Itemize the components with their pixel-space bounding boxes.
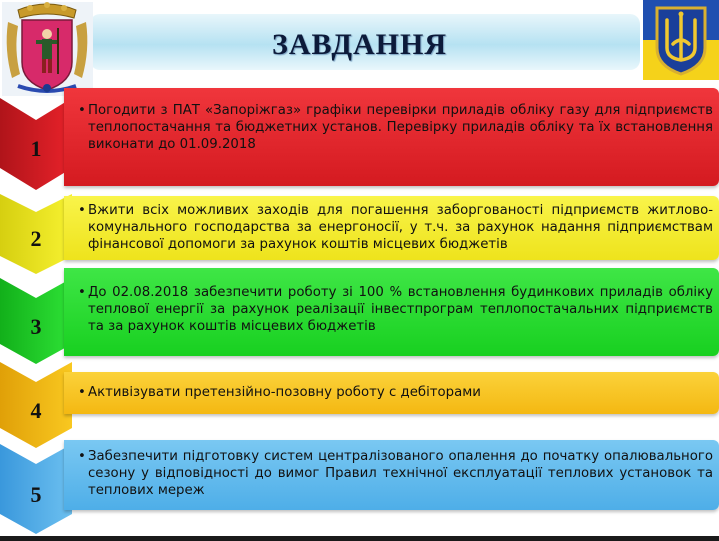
zaporizhzhia-coat-of-arms-icon bbox=[0, 0, 95, 98]
task-number-1: 1 bbox=[30, 136, 42, 161]
task-text-4: Активізувати претензійно-позовну роботу с дебіторами bbox=[88, 385, 481, 400]
task-chevron-4 bbox=[0, 362, 72, 448]
task-text-5: Забезпечити підготовку систем централізованого опалення до початку опалювального сезону у відповідності до вимог Правил технічної експлуатації теплових установок та теплових мереж bbox=[88, 449, 713, 498]
task-box-2 bbox=[64, 196, 719, 260]
task-number-3: 3 bbox=[30, 314, 42, 339]
task-number-4: 4 bbox=[30, 398, 42, 423]
task-box-5 bbox=[64, 440, 719, 510]
task-text-2: Вжити всіх можливих заходів для погашення заборгованості підприємств житлово-комунального господарства за енергоносії, у т.ч. за рахунок надання підприємствам фінансової допомоги за рахунок коштів місцевих бюджетів bbox=[88, 203, 713, 252]
bullet-5: • bbox=[78, 449, 86, 464]
bottom-rule bbox=[0, 536, 719, 541]
task-number-2: 2 bbox=[30, 226, 42, 251]
bullet-3: • bbox=[78, 285, 86, 300]
task-chevron-2 bbox=[0, 194, 72, 274]
task-number-5: 5 bbox=[30, 482, 42, 507]
task-box-4 bbox=[64, 372, 719, 414]
bullet-2: • bbox=[78, 203, 86, 218]
task-box-3 bbox=[64, 268, 719, 356]
task-text-3: До 02.08.2018 забезпечити роботу зі 100 % встановлення будинкових приладів обліку теплової енергії за рахунок реалізації інвестпрограм теплопостачальних підприємств та за рахунок коштів місцевих бюджетів bbox=[88, 285, 713, 334]
task-box-1 bbox=[64, 88, 719, 186]
task-chevron-3 bbox=[0, 278, 72, 364]
bullet-1: • bbox=[78, 103, 86, 118]
ukraine-trident-icon bbox=[643, 0, 719, 80]
page-title: ЗАВДАННЯ bbox=[271, 28, 447, 61]
task-chevron-5 bbox=[0, 444, 72, 534]
task-chevron-1 bbox=[0, 98, 72, 190]
bullet-4: • bbox=[78, 385, 86, 400]
task-text-1: Погодити з ПАТ «Запоріжгаз» графіки перевірки приладів обліку газу для підприємств теплопостачання та бюджетних установ. Перевірку приладів обліку та їх встановлення виконати до 01.09.2018 bbox=[88, 103, 713, 152]
